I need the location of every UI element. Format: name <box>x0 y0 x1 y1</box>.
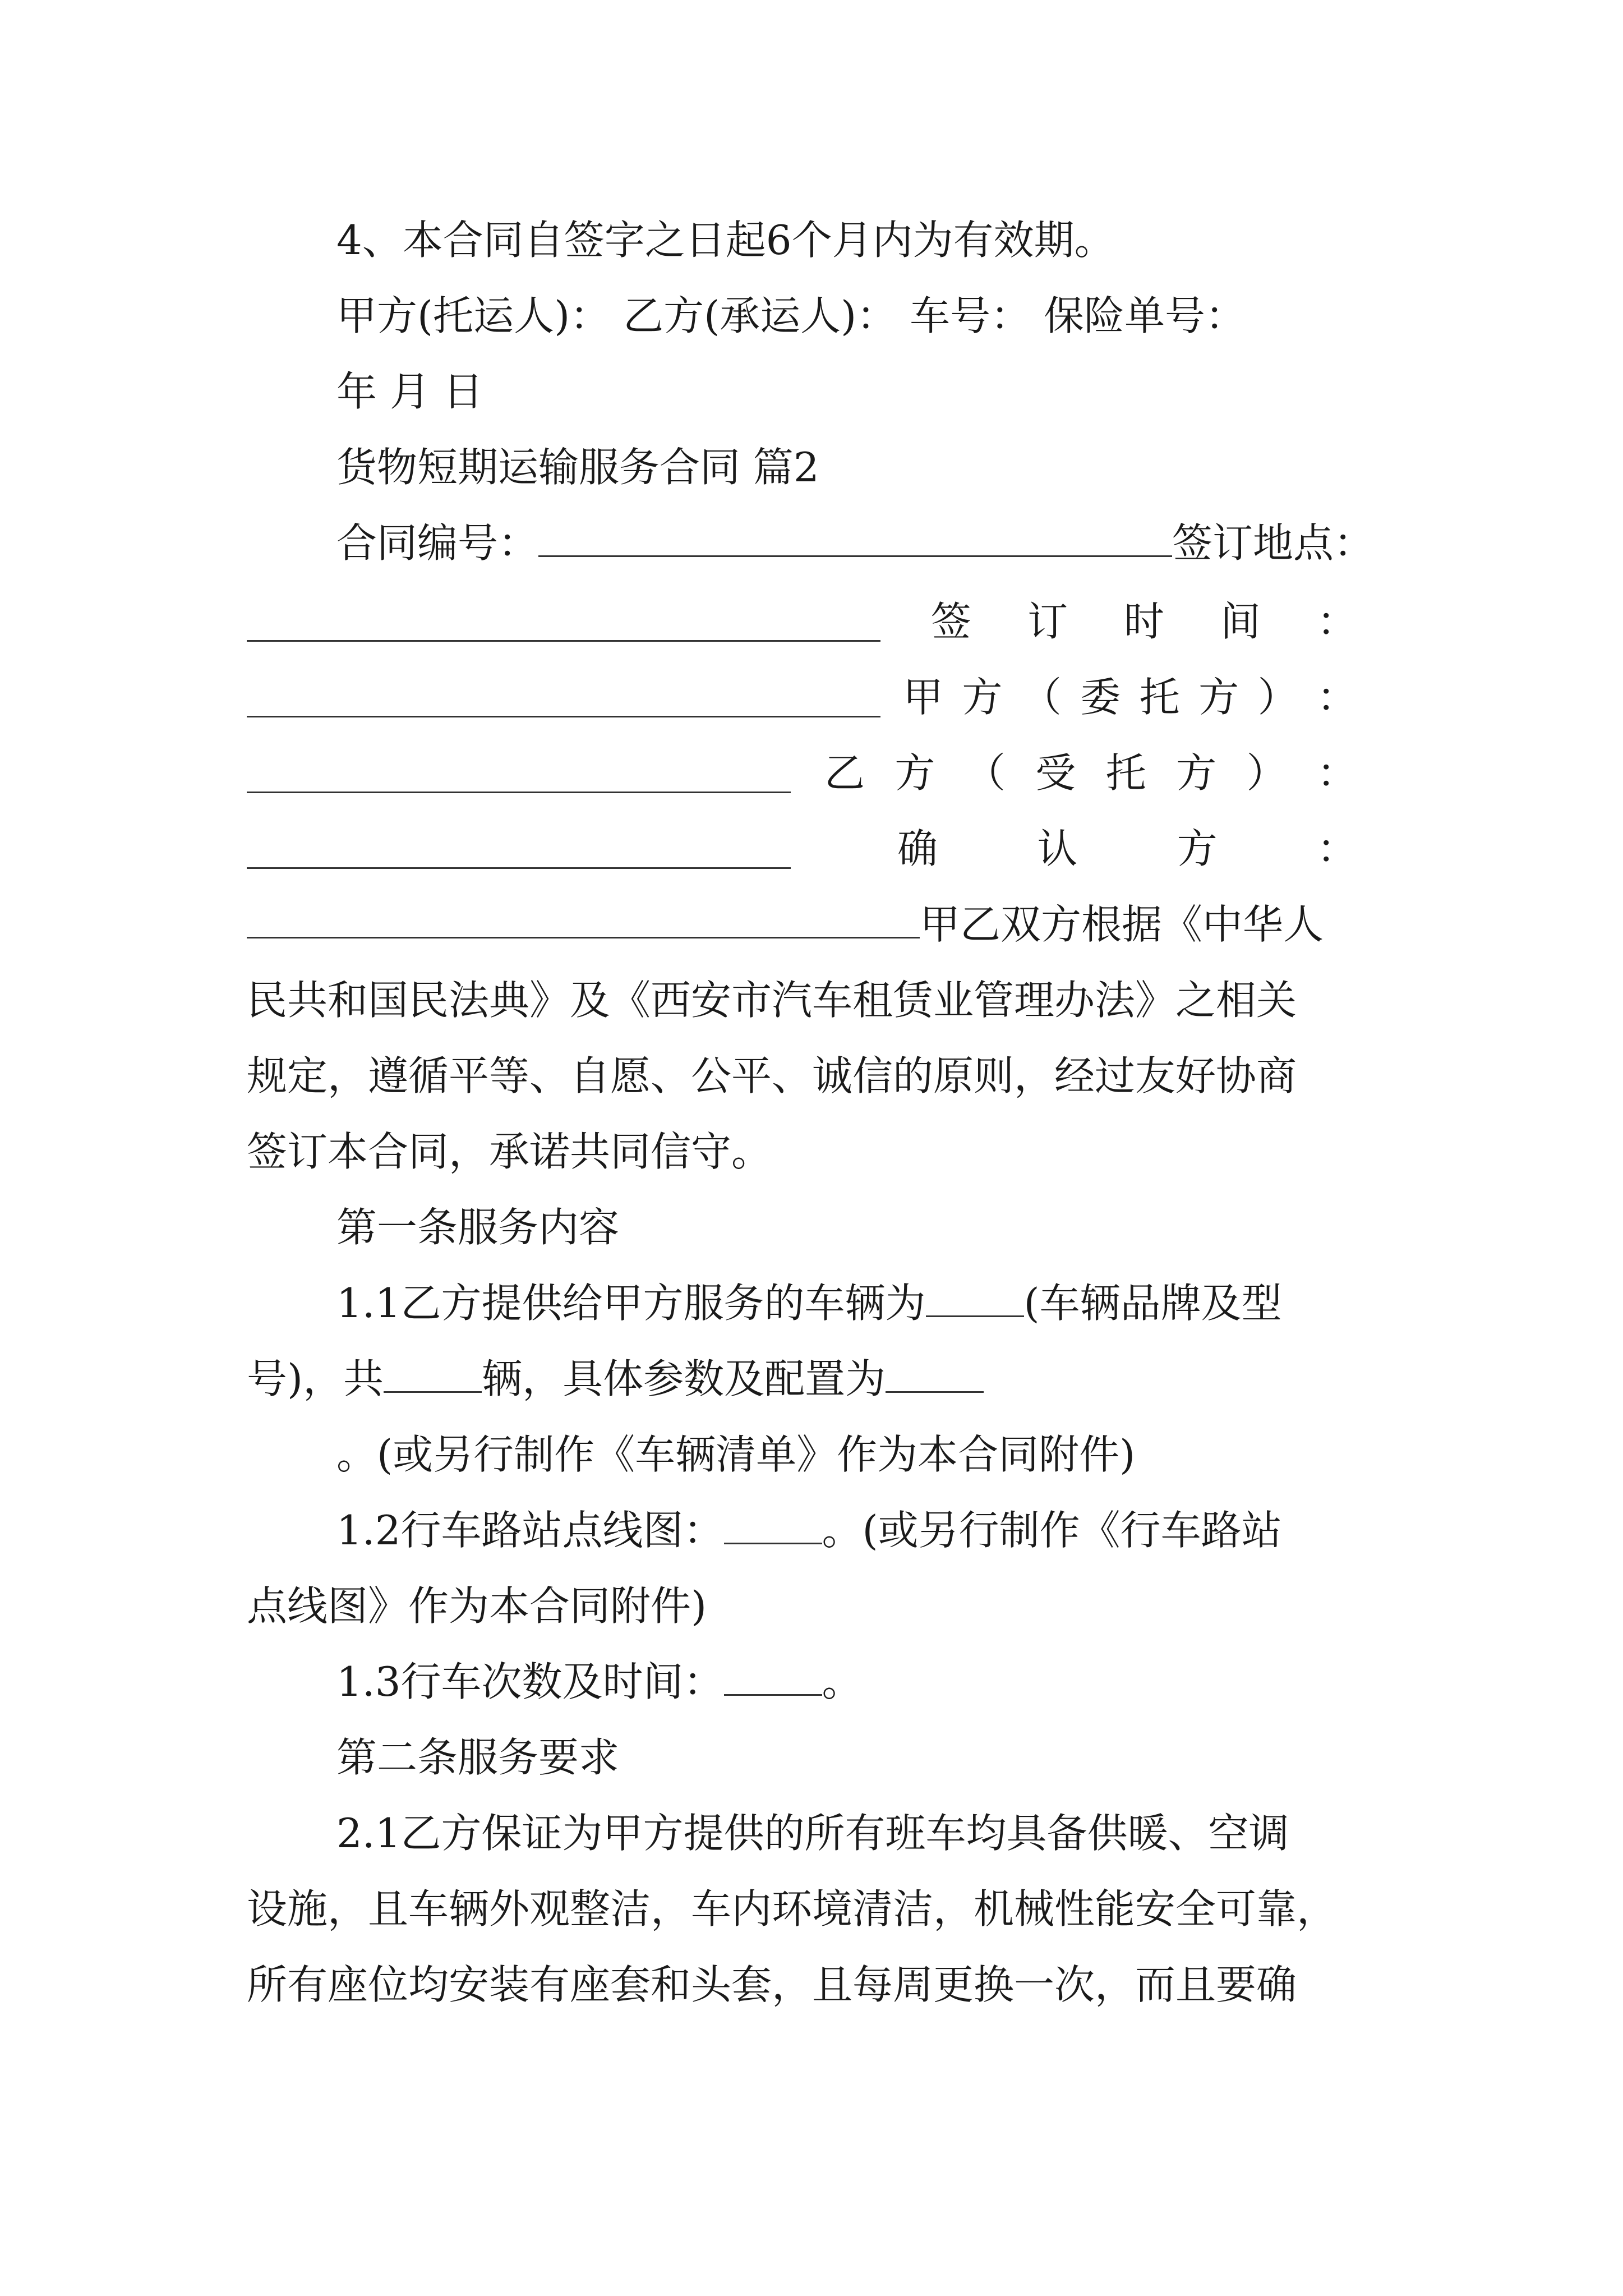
sign-time-blank <box>247 715 880 717</box>
clause-1-1: 1.1乙方提供给甲方服务的车辆为 (车辆品牌及型 <box>336 1276 1282 1330</box>
party-b-label: 乙 方 （ 受 托 方 ） ： <box>824 749 1357 797</box>
validity-clause: 4、本合同自签字之日起6个月内为有效期。 <box>336 217 1115 264</box>
paragraph-line: 甲乙双方根据《中华人 <box>247 898 1324 951</box>
vehicle-brand-blank <box>926 1276 1024 1317</box>
date-line: 年 月 日 <box>336 368 483 415</box>
contract-number-label: 合同编号： <box>336 519 539 567</box>
contract-number-blank <box>538 516 1172 557</box>
paragraph-line: 规定，遵循平等、自愿、公平、诚信的原则，经过友好协商 <box>247 1052 1297 1099</box>
clause-2-1: 2.1乙方保证为甲方提供的所有班车均具备供暖、空调 <box>336 1810 1289 1857</box>
clause-1-1-note: 。(或另行制作《车辆清单》作为本合同附件) <box>336 1431 1136 1478</box>
paragraph-line: 民共和国民法典》及《西安市汽车租赁业管理办法》之相关 <box>247 977 1297 1024</box>
clause-2-1-cont: 设施，且车辆外观整洁，车内环境清洁，机械性能安全可靠， <box>247 1885 1338 1932</box>
article-heading: 第一条服务内容 <box>336 1204 620 1251</box>
vehicle-config-blank <box>886 1352 984 1393</box>
confirm-party-label: 确 认 方 ： <box>897 825 1357 872</box>
confirm-party-blank <box>247 898 920 938</box>
clause-2-1-cont: 所有座位均安装有座套和头套，且每周更换一次，而且要确 <box>247 1961 1297 2008</box>
paragraph-line: 签订本合同，承诺共同信守。 <box>247 1128 772 1175</box>
section-title: 货物短期运输服务合同 篇2 <box>336 444 819 491</box>
article-heading: 第二条服务要求 <box>336 1734 620 1781</box>
party-a-label: 甲 方 （ 委 托 方 ） ： <box>903 674 1357 721</box>
route-map-blank <box>724 1503 822 1544</box>
clause-1-2: 1.2行车路站点线图： 。(或另行制作《行车路站 <box>336 1503 1282 1557</box>
sign-place-label: 签订地点： <box>1172 519 1375 567</box>
clause-1-1-cont: 号)，共 辆，具体参数及配置为 <box>247 1352 984 1406</box>
clause-1-3: 1.3行车次数及时间： 。 <box>336 1655 863 1709</box>
signature-parties-line: 甲方(托运人)： 乙方(承运人)： 车号： 保险单号： <box>336 292 1246 339</box>
party-a-blank <box>247 791 791 793</box>
sign-place-blank <box>247 639 880 642</box>
contract-number-line <box>336 516 1374 570</box>
trip-times-blank <box>724 1655 822 1696</box>
clause-1-2-cont: 点线图》作为本合同附件) <box>247 1582 707 1630</box>
party-b-blank <box>247 867 791 869</box>
vehicle-count-blank <box>384 1352 482 1393</box>
sign-time-label: 签 订 时 间 ： <box>931 598 1357 645</box>
